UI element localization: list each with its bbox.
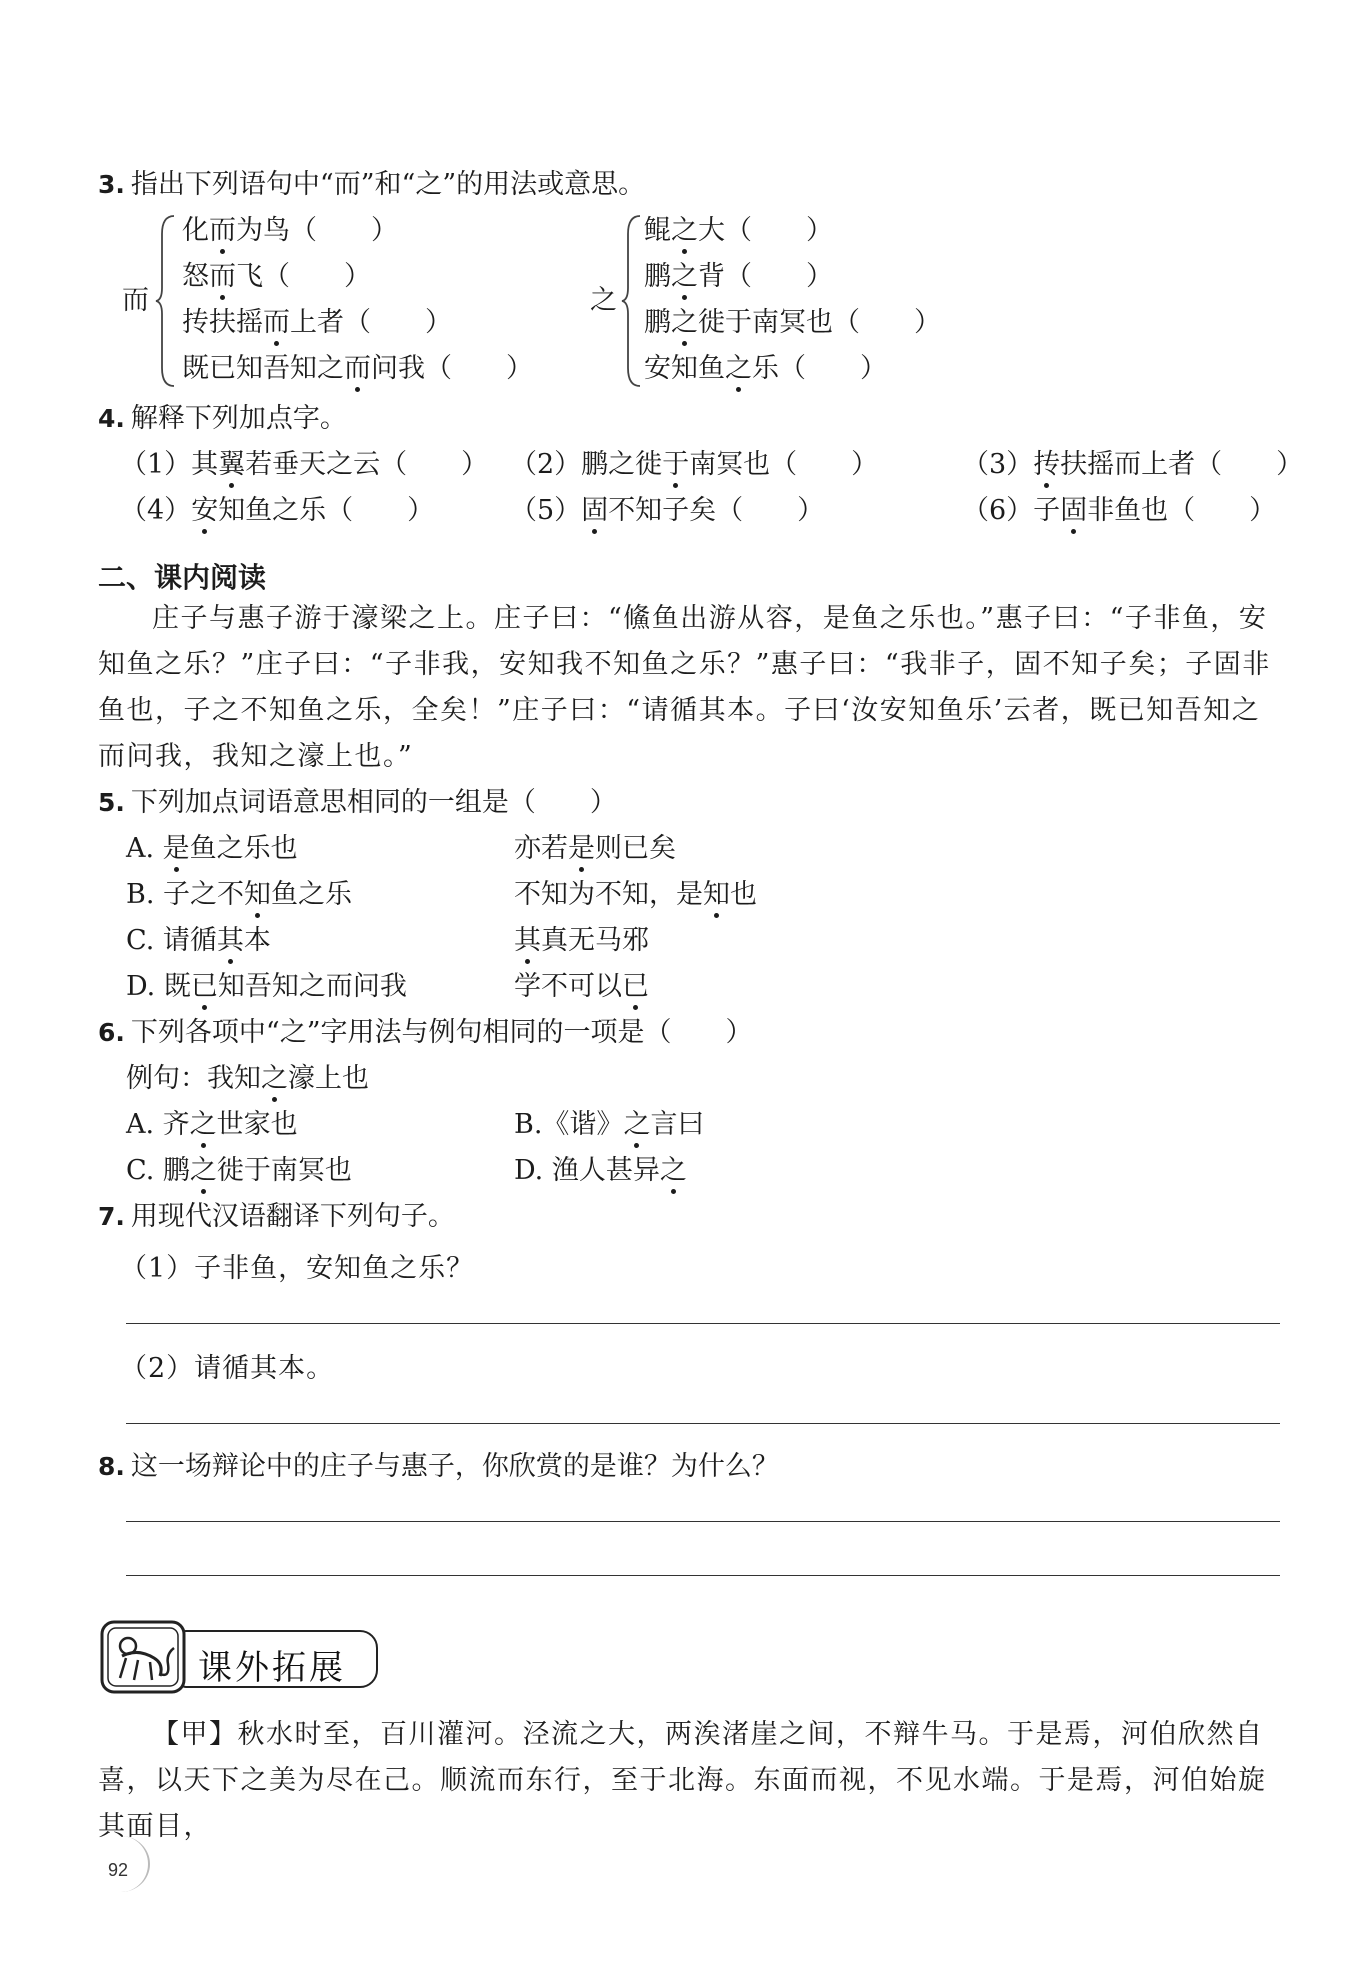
q3-text: 指出下列语句中“而”和“之”的用法或意思。	[130, 169, 646, 200]
q5-title	[98, 786, 617, 820]
monkey-seal-icon	[98, 1618, 190, 1696]
q3-zhi-brace	[620, 214, 644, 388]
extension-title: 课外拓展	[198, 1648, 346, 1688]
q3-zhi-dot-3: 之	[671, 307, 698, 338]
q4-dot-6: 固	[1060, 495, 1088, 526]
q4-dot-5: 固	[581, 495, 609, 526]
q8-text: 这一场辩论中的庄子与惠子，你欣赏的是谁？为什么？	[130, 1451, 779, 1482]
q6-example: 例句：我知之濠上也	[126, 1063, 369, 1094]
q3-er-brace	[154, 214, 178, 388]
q4-item-2: （2）鹏之徙于南冥也（ ）	[510, 449, 879, 480]
q3-er-item-4: 既已知吾知之而问我（ ）	[182, 353, 533, 384]
q3-er-dot-4: 而	[344, 353, 371, 384]
page-number: 92	[108, 1860, 129, 1880]
q3-er-item-1: 化而为鸟（ ）	[182, 215, 398, 246]
q3-er-dot-2: 而	[209, 261, 236, 292]
q7-sentence-1: （1）子非鱼，安知鱼之乐？	[120, 1253, 475, 1284]
extension-banner	[98, 1618, 378, 1696]
q3-zhi-dot-1: 之	[671, 215, 698, 246]
q3-er-item-2: 怒而飞（ ）	[182, 261, 371, 292]
extension-passage: 【甲】秋水时至，百川灌河。泾流之大，两涘渚崖之间，不辩牛马。于是焉，河伯欣然自喜，以天下之美为尽在己。顺流而东行，至于北海。东面而视，不见水端。于是焉，河伯始旋其面目，	[98, 1719, 1267, 1842]
q8-number: 8.	[98, 1452, 125, 1481]
q5-option-b-left: B. 子之不知鱼之乐	[126, 879, 353, 910]
q4-dot-3: 抟	[1033, 449, 1061, 480]
q7-text: 用现代汉语翻译下列句子。	[130, 1201, 455, 1232]
q3-er-dot-1: 而	[209, 215, 236, 246]
q7-number: 7.	[98, 1202, 125, 1231]
q3-zhi-item-1: 鲲之大（ ）	[644, 215, 833, 246]
section-heading-reading: 二、课内阅读	[98, 561, 267, 594]
q6-text: 下列各项中“之”字用法与例句相同的一项是（ ）	[130, 1017, 753, 1048]
q6-option-a: A. 齐之世家也	[126, 1109, 298, 1140]
q3-er-label: 而	[122, 285, 149, 316]
q4-title	[98, 402, 347, 436]
q7-answer-line-1[interactable]	[126, 1323, 1280, 1324]
q8-answer-line-2[interactable]	[126, 1575, 1280, 1576]
q6-option-c: C. 鹏之徙于南冥也	[126, 1155, 352, 1186]
q4-item-1: （1）其翼若垂天之云（ ）	[120, 449, 489, 480]
q4-text: 解释下列加点字。	[130, 403, 347, 434]
q4-dot-2: 于	[662, 449, 690, 480]
q4-dot-4: 安	[191, 495, 219, 526]
q3-er-item-3: 抟扶摇而上者（ ）	[182, 307, 452, 338]
q3-zhi-item-4: 安知鱼之乐（ ）	[644, 353, 887, 384]
reading-passage: 庄子与惠子游于濠梁之上。庄子曰：“鯈鱼出游从容，是鱼之乐也。”惠子曰：“子非鱼，安知鱼之乐？”庄子曰：“子非我，安知我不知鱼之乐？”惠子曰：“我非子，固不知子矣；子固非鱼也，子之不知鱼之乐，全矣！”庄子曰：“请循其本。子曰‘汝安知鱼乐’云者，既已知吾知之而问我，我知之濠上也。”	[98, 603, 1271, 772]
q5-option-a-right: 亦若是则已矣	[514, 833, 676, 864]
q5-option-c-left: C. 请循其本	[126, 925, 271, 956]
q8-answer-line-1[interactable]	[126, 1521, 1280, 1522]
q7-title	[98, 1200, 455, 1234]
q4-item-3: （3）抟扶摇而上者（ ）	[962, 449, 1304, 480]
q7-sentence-2: （2）请循其本。	[120, 1353, 335, 1384]
q5-option-a-left: A. 是鱼之乐也	[126, 833, 298, 864]
q3-zhi-item-3: 鹏之徙于南冥也（ ）	[644, 307, 941, 338]
q4-item-5: （5）固不知子矣（ ）	[510, 495, 825, 526]
q4-item-6: （6）子固非鱼也（ ）	[962, 495, 1277, 526]
q3-zhi-dot-2: 之	[671, 261, 698, 292]
q4-dot-1: 翼	[218, 449, 246, 480]
q6-option-d: D. 渔人甚异之	[514, 1155, 687, 1186]
q5-text: 下列加点词语意思相同的一组是（ ）	[130, 787, 617, 818]
q5-option-d-left: D. 既已知吾知之而问我	[126, 971, 407, 1002]
q5-option-d-right: 学不可以已	[514, 971, 649, 1002]
q5-option-b-right: 不知为不知，是知也	[514, 879, 757, 910]
q5-option-c-right: 其真无马邪	[514, 925, 649, 956]
q8-title	[98, 1450, 779, 1484]
q7-answer-line-2[interactable]	[126, 1423, 1280, 1424]
q6-option-b: B.《谐》之言曰	[514, 1109, 705, 1140]
q4-number: 4.	[98, 404, 125, 433]
q6-number: 6.	[98, 1018, 125, 1047]
q3-title	[98, 168, 645, 202]
q6-title	[98, 1016, 753, 1050]
q5-number: 5.	[98, 788, 125, 817]
q3-zhi-label: 之	[590, 285, 617, 316]
q3-zhi-item-2: 鹏之背（ ）	[644, 261, 833, 292]
q3-number: 3.	[98, 170, 125, 199]
q3-er-dot-3: 而	[263, 307, 290, 338]
q4-item-4: （4）安知鱼之乐（ ）	[120, 495, 435, 526]
q3-zhi-dot-4: 之	[725, 353, 752, 384]
